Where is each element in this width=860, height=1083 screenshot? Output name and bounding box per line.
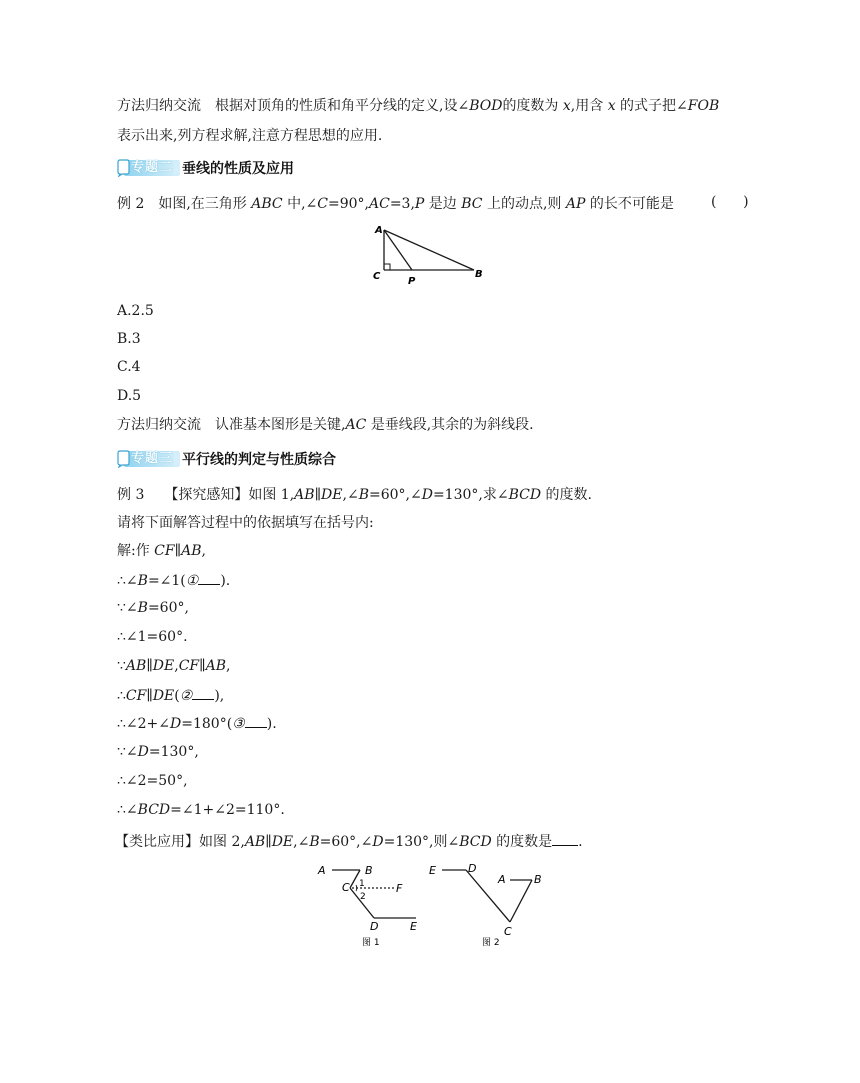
section-title: 垂线的性质及应用 (182, 161, 294, 177)
method-summary-1-line2: 表示出来,列方程求解,注意方程思想的应用. (117, 128, 383, 144)
section-title: 平行线的判定与性质综合 (182, 452, 336, 468)
section-heading-3 (116, 449, 336, 469)
solution-step-2: ∴∠B=∠1(① ). (117, 570, 230, 591)
fig2-label-B: B (534, 873, 542, 886)
example-label: 例 2 (117, 196, 145, 212)
answer-parentheses: ( ) (711, 194, 749, 210)
example-label: 例 3 (117, 487, 145, 503)
badge-text: 专题三 (131, 451, 174, 466)
option-c: C.4 (117, 359, 141, 375)
figure-2 (426, 858, 554, 950)
answer-blank[interactable] (198, 570, 220, 585)
fig1-caption: 图 1 (362, 938, 380, 948)
solution-step-6: ∴CF∥DE(② ), (117, 685, 224, 706)
solution-step-9: ∴∠2=50°, (117, 773, 188, 789)
analogy-question: 【类比应用】如图 2,AB∥DE,∠B=60°,∠D=130°,则∠BCD 的度数是 . (115, 831, 583, 852)
label-A: A (375, 225, 383, 236)
figure-1 (312, 858, 432, 950)
badge-bubble-icon (116, 159, 130, 177)
fig1-label-E: E (410, 920, 417, 933)
example-2-question: 例 2 如图,在三角形 ABC 中,∠C=90°,AC=3,P 是边 BC 上的动点,则 AP 的长不可能是 (117, 196, 674, 212)
label-C: C (373, 271, 381, 282)
example-3-instruction: 请将下面解答过程中的依据填写在括号内: (117, 515, 374, 531)
badge-text: 专题二 (131, 160, 174, 175)
option-d: D.5 (117, 388, 142, 404)
solution-step-4: ∴∠1=60°. (117, 629, 188, 645)
method-summary-2: 方法归纳交流 认准基本图形是关键,AC 是垂线段,其余的为斜线段. (117, 417, 534, 433)
fig1-label-A: A (318, 864, 326, 877)
method-label: 方法归纳交流 (117, 417, 201, 433)
fig1-angle-1: 1 (359, 879, 365, 889)
answer-blank[interactable] (552, 831, 578, 846)
example-3-question: 例 3 【探究感知】如图 1,AB∥DE,∠B=60°,∠D=130°,求∠BCD 的度数. (117, 487, 592, 503)
method-label: 方法归纳交流 (117, 98, 201, 114)
solution-step-10: ∴∠BCD=∠1+∠2=110°. (117, 802, 285, 818)
fig2-label-E: E (429, 864, 436, 877)
section-heading-2 (116, 158, 294, 178)
option-a: A.2.5 (117, 303, 154, 319)
fig2-label-D: D (468, 862, 477, 875)
solution-step-3: ∵∠B=60°, (117, 600, 189, 616)
method-summary-1-line1: 方法归纳交流 根据对顶角的性质和角平分线的定义,设∠BOD的度数为 x,用含 x 的式子把∠FOB (117, 98, 720, 114)
solution-step-5: ∵AB∥DE,CF∥AB, (117, 658, 231, 674)
fig2-caption: 图 2 (482, 938, 500, 948)
section-badge (116, 450, 180, 468)
section-badge (116, 159, 180, 177)
solution-step-7: ∴∠2+∠D=180°(③ ). (117, 713, 277, 734)
fig1-label-B: B (365, 864, 373, 877)
solution-step-8: ∵∠D=130°, (117, 744, 199, 760)
label-P: P (408, 276, 416, 287)
fig1-angle-2: 2 (360, 892, 366, 902)
solution-step-1: 解:作 CF∥AB, (117, 543, 206, 559)
option-b: B.3 (117, 331, 141, 347)
answer-blank[interactable] (245, 713, 267, 728)
triangle-figure (368, 222, 490, 288)
fig2-label-C: C (504, 925, 512, 938)
badge-bubble-icon (116, 450, 130, 468)
fig2-label-A: A (498, 873, 506, 886)
fig1-label-D: D (370, 920, 379, 933)
fig1-label-F: F (396, 882, 403, 895)
label-B: B (475, 269, 483, 280)
fig1-label-C: C (342, 881, 350, 894)
answer-blank[interactable] (192, 685, 214, 700)
